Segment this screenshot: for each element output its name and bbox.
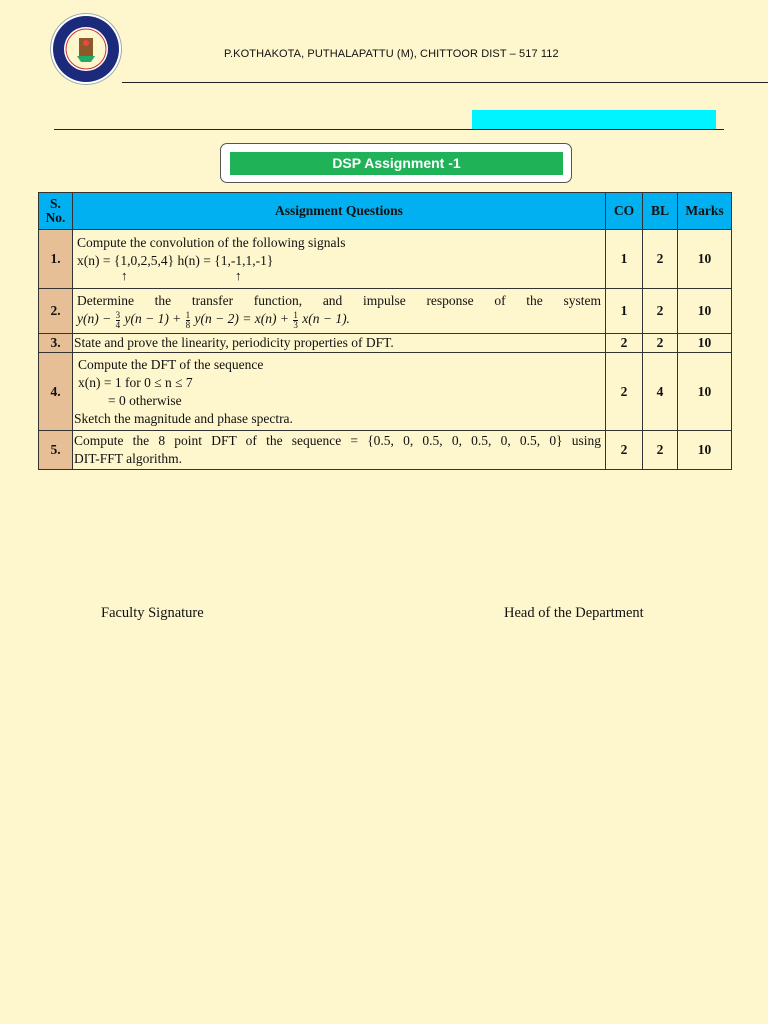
denominator: 3 [293, 319, 298, 330]
row-sno: 2. [39, 289, 73, 334]
row-marks: 10 [678, 431, 732, 470]
table-header-row [39, 193, 732, 230]
up-arrow-icon: ↑ [235, 268, 242, 283]
denominator: 4 [115, 319, 121, 330]
table-row [39, 289, 732, 334]
table-row [39, 431, 732, 470]
question-text: State and prove the linearity, periodicity properties of DFT. [73, 334, 606, 353]
numerator: 1 [185, 309, 191, 320]
fraction [293, 311, 298, 330]
hod-signature-label: Head of the Department [504, 605, 644, 621]
arrow-markers [77, 270, 601, 284]
question-line: x(n) = 1 for 0 ≤ n ≤ 7 [78, 374, 193, 390]
row-bl: 2 [643, 230, 678, 289]
up-arrow-icon: ↑ [121, 268, 128, 283]
numerator: 3 [115, 309, 121, 320]
question-text [73, 431, 606, 470]
assignment-table [38, 192, 732, 470]
row-co: 1 [606, 289, 643, 334]
table-row [39, 353, 732, 431]
numerator: 1 [293, 309, 298, 320]
row-marks: 10 [678, 289, 732, 334]
denominator: 8 [185, 319, 191, 330]
question-text [73, 289, 606, 334]
fraction [186, 311, 191, 330]
row-co: 2 [606, 431, 643, 470]
row-co: 2 [606, 334, 643, 353]
row-bl: 2 [643, 334, 678, 353]
row-co: 2 [606, 353, 643, 431]
question-line: x(n) = {1,0,2,5,4} h(n) = {1,-1,1,-1} [77, 253, 274, 268]
header-sno: S. No. [39, 193, 73, 230]
college-logo [53, 16, 119, 82]
question-line: Compute the 8 point DFT of the sequence = {0.5, 0, 0.5, 0, 0.5, 0, 0.5, 0} using [74, 433, 601, 448]
row-marks: 10 [678, 230, 732, 289]
table-row [39, 230, 732, 289]
college-address: P.KOTHAKOTA, PUTHALAPATTU (M), CHITTOOR DIST – 517 112 [224, 48, 559, 60]
header-divider [122, 82, 768, 83]
question-line: Compute the DFT of the sequence [78, 356, 264, 372]
question-text [73, 353, 606, 431]
row-bl: 4 [643, 353, 678, 431]
question-line: = 0 otherwise [108, 392, 182, 408]
title-box [220, 143, 572, 183]
eq-part: y(n − 1) + [124, 311, 182, 327]
assignment-title: DSP Assignment -1 [230, 152, 563, 175]
question-text [73, 230, 606, 289]
question-line: Sketch the magnitude and phase spectra. [74, 410, 293, 426]
row-sno: 1. [39, 230, 73, 289]
header-co: CO [606, 193, 643, 230]
section-divider [54, 129, 724, 130]
row-sno: 4. [39, 353, 73, 431]
row-sno: 5. [39, 431, 73, 470]
fraction [116, 311, 121, 330]
question-line: DIT-FFT algorithm. [74, 451, 183, 466]
table-row [39, 334, 732, 353]
question-line: Compute the convolution of the following signals [77, 235, 346, 250]
row-sno: 3. [39, 334, 73, 353]
eq-part: x(n − 1). [302, 311, 350, 327]
row-bl: 2 [643, 289, 678, 334]
row-co: 1 [606, 230, 643, 289]
header-question: Assignment Questions [73, 193, 606, 230]
header-bl: BL [643, 193, 678, 230]
header-marks: Marks [678, 193, 732, 230]
highlight-bar [472, 110, 716, 129]
eq-part: y(n − 2) = x(n) + [194, 311, 289, 327]
question-line: Determine the transfer function, and impulse response of the system [77, 293, 601, 309]
row-marks: 10 [678, 334, 732, 353]
faculty-signature-label: Faculty Signature [101, 605, 204, 621]
eq-part: y(n) − [77, 311, 112, 327]
row-marks: 10 [678, 353, 732, 431]
row-bl: 2 [643, 431, 678, 470]
difference-equation [77, 310, 601, 329]
